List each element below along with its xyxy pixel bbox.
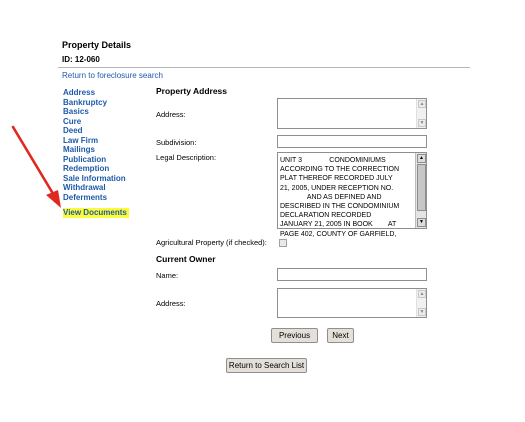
current-owner-heading: Current Owner (156, 254, 216, 264)
address-textarea[interactable] (277, 98, 427, 129)
nav-item-view-documents[interactable]: View Documents (63, 208, 127, 217)
owner-address-label: Address: (156, 299, 186, 308)
owner-name-label: Name: (156, 271, 179, 280)
scroll-up-icon[interactable]: ▲ (417, 154, 426, 163)
nav-item-bankruptcy[interactable]: Bankruptcy (63, 97, 108, 107)
owner-address-scrollbar[interactable] (416, 289, 426, 317)
nav-item-address[interactable]: Address (63, 88, 96, 97)
owner-address-textarea[interactable] (277, 288, 427, 318)
return-to-search-list-button[interactable]: Return to Search List (226, 358, 307, 373)
legal-description-text: UNIT 3 CONDOMINIUMS ACCORDING TO THE CORRECTION PLAT THEREOF RECORDED JULY 21, 2005, UNDER RECEPTION NO. AND AS DEFINED AND DESCRIBED IN THE CONDOMINIUM DECLARATION RECORDED JANUARY 21, 2005 IN BOOK AT PAGE 402, COUNTY OF GARFIELD, (280, 157, 400, 238)
subdivision-label: Subdivision: (156, 138, 197, 147)
nav-item-redemption[interactable]: Redemption (63, 164, 110, 173)
scroll-up-icon[interactable]: ▲ (419, 291, 425, 297)
nav-item-withdrawal[interactable]: Withdrawal (63, 183, 106, 192)
divider (58, 67, 470, 68)
nav-item-law-firm[interactable]: Law Firm (63, 135, 99, 145)
nav-item-deed[interactable]: Deed (63, 126, 83, 135)
property-address-heading: Property Address (156, 86, 228, 96)
scroll-up-icon[interactable]: ▲ (419, 101, 425, 107)
legal-description-label: Legal Description: (156, 153, 217, 162)
previous-button[interactable]: Previous (271, 328, 318, 343)
page-title: Property Details (62, 40, 132, 50)
address-scrollbar[interactable] (416, 99, 426, 128)
red-arrow-annotation (8, 122, 68, 214)
scroll-down-icon[interactable]: ▼ (419, 120, 425, 126)
scroll-down-icon[interactable]: ▼ (417, 218, 426, 227)
subdivision-input[interactable] (277, 135, 427, 148)
sidebar-nav (63, 88, 153, 220)
legal-description-textarea[interactable] (277, 152, 427, 238)
next-button[interactable]: Next (327, 328, 354, 343)
agricultural-property-label: Agricultural Property (if checked): (156, 238, 267, 247)
nav-item-sale-information[interactable]: Sale Information (63, 173, 126, 183)
nav-item-mailings[interactable]: Mailings (63, 145, 96, 154)
scroll-down-icon[interactable]: ▼ (419, 309, 425, 315)
agricultural-property-checkbox[interactable] (279, 239, 287, 247)
nav-item-publication[interactable]: Publication (63, 154, 107, 164)
scrollbar-thumb[interactable] (417, 164, 426, 211)
address-label: Address: (156, 110, 186, 119)
legal-description-scrollbar[interactable] (415, 153, 426, 228)
property-id: ID: 12-060 (62, 55, 100, 64)
nav-item-basics[interactable]: Basics (63, 107, 89, 116)
owner-name-input[interactable] (277, 268, 427, 281)
nav-item-deferments[interactable]: Deferments (63, 192, 108, 202)
return-to-foreclosure-search-link[interactable]: Return to foreclosure search (62, 71, 163, 80)
nav-item-cure[interactable]: Cure (63, 116, 82, 126)
